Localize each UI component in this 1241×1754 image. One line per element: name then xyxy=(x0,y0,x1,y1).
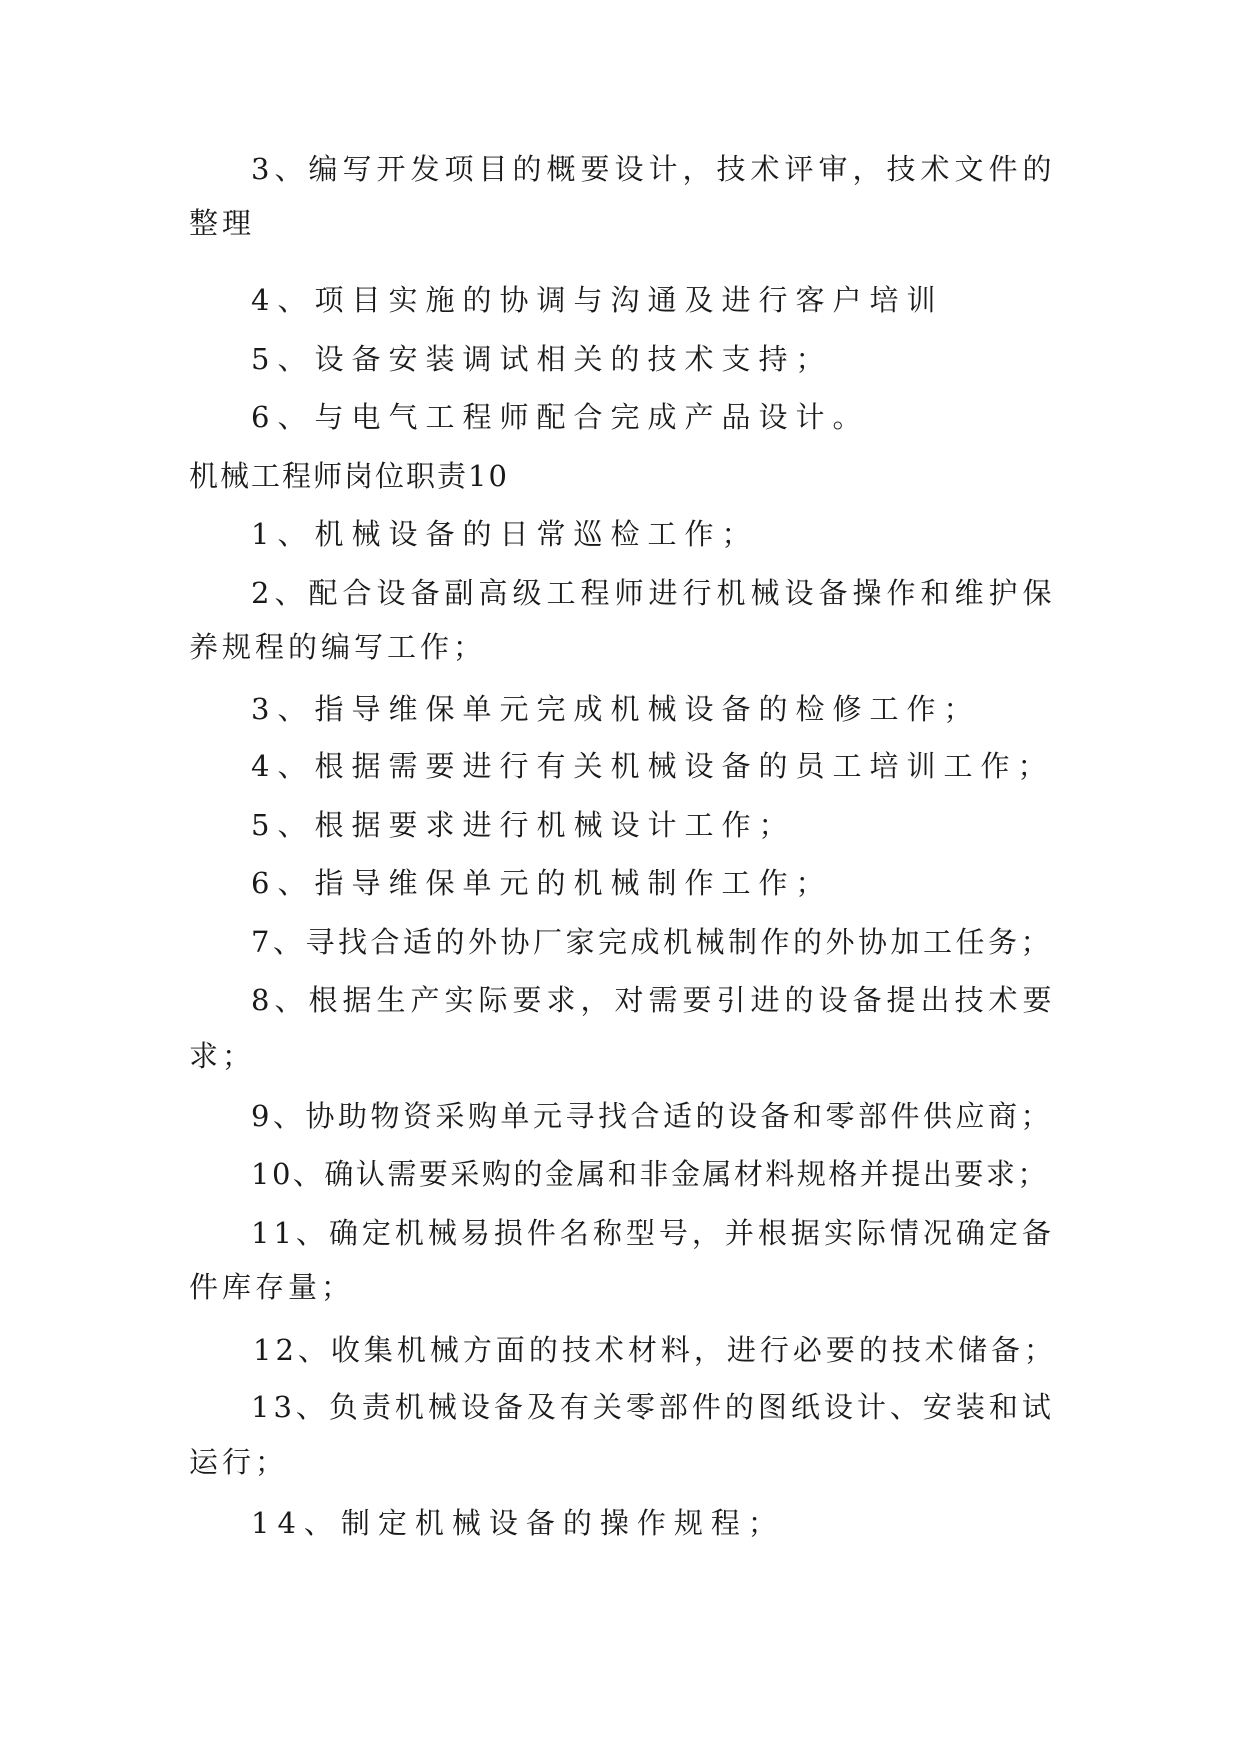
duty-2-line-2: 养规程的编写工作； xyxy=(189,630,487,664)
item-5-line: 5、设备安装调试相关的技术支持； xyxy=(251,342,833,376)
item-3-line-2: 整理 xyxy=(189,206,256,240)
duty-3-line: 3、指导维保单元完成机械设备的检修工作； xyxy=(251,692,981,726)
duty-11-line-1: 11、确定机械易损件名称型号，并根据实际情况确定备 xyxy=(251,1216,1055,1250)
duty-8-line-1: 8、根据生产实际要求，对需要引进的设备提出技术要 xyxy=(251,983,1057,1017)
duty-10-line: 10、确认需要采购的金属和非金属材料规格并提出要求； xyxy=(251,1157,1049,1191)
duty-13-line-1: 13、负责机械设备及有关零部件的图纸设计、安装和试 xyxy=(251,1390,1055,1424)
section-heading: 机械工程师岗位职责10 xyxy=(189,459,509,493)
duty-8-line-2: 求； xyxy=(189,1039,256,1073)
duty-11-line-2: 件库存量； xyxy=(189,1270,355,1304)
duty-1-line: 1、机械设备的日常巡检工作； xyxy=(251,517,759,551)
duty-4-line: 4、根据需要进行有关机械设备的员工培训工作； xyxy=(251,749,1055,783)
item-6-line: 6、与电气工程师配合完成产品设计。 xyxy=(251,400,870,434)
duty-14-line: 14、制定机械设备的操作规程； xyxy=(251,1506,785,1540)
duty-6-line: 6、指导维保单元的机械制作工作； xyxy=(251,866,833,900)
duty-7-line: 7、寻找合适的外协厂家完成机械制作的外协加工任务； xyxy=(251,925,1053,959)
duty-2-line-1: 2、配合设备副高级工程师进行机械设备操作和维护保 xyxy=(251,576,1057,610)
duty-5-line: 5、根据要求进行机械设计工作； xyxy=(251,808,796,842)
item-3-line-1: 3、编写开发项目的概要设计，技术评审，技术文件的 xyxy=(251,152,1057,186)
duty-12-line: 12、收集机械方面的技术材料，进行必要的技术储备； xyxy=(253,1333,1057,1367)
duty-13-line-2: 运行； xyxy=(189,1445,289,1479)
duty-9-line: 9、协助物资采购单元寻找合适的设备和零部件供应商； xyxy=(251,1099,1053,1133)
item-4-line: 4、项目实施的协调与沟通及进行客户培训 xyxy=(251,283,944,317)
